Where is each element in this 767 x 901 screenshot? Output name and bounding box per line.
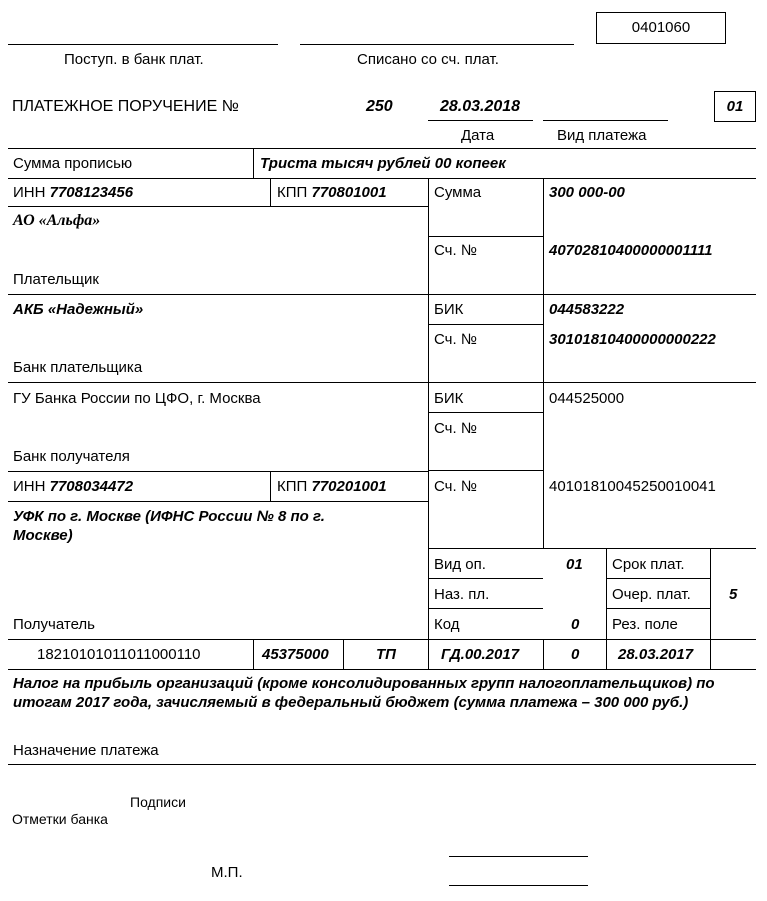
- payee-inn-field: [13, 478, 133, 495]
- doc-number: 0: [571, 646, 580, 663]
- payer-inn: 7708123456: [49, 184, 134, 201]
- payer-bank-bik-label: БИК: [434, 301, 464, 318]
- kod-value: 0: [571, 616, 580, 633]
- payee-inn: 7708034472: [49, 478, 134, 495]
- payee-bank-name: ГУ Банка России по ЦФО, г. Москва: [13, 390, 261, 407]
- payment-purpose: Налог на прибыль организаций (кроме консолидированных групп налогоплательщиков) по итогам 2017 года, зачисляемый в федеральный бюджет (сумма платежа – 300 000 руб.): [13, 675, 715, 711]
- received-label: Поступ. в банк плат.: [64, 51, 204, 68]
- srok-label: Срок плат.: [612, 556, 685, 573]
- tax-period: ГД.00.2017: [441, 646, 520, 663]
- kbk: 18210101011011000110: [37, 646, 201, 663]
- payee-bank-bik-label: БИК: [434, 390, 464, 407]
- payee-label: Получатель: [13, 616, 95, 633]
- document-date: 28.03.2018: [440, 98, 521, 115]
- grid-line: [8, 764, 756, 765]
- grid-line: [8, 178, 756, 179]
- payee-kpp-label: КПП: [277, 478, 308, 495]
- grid-line: [253, 148, 254, 178]
- grid-line: [8, 294, 756, 295]
- grid-line: [343, 639, 344, 669]
- payee-name: УФК по г. Москве (ИФНС России № 8 по г. Москве): [13, 508, 325, 544]
- received-line: [8, 44, 278, 45]
- payer-kpp-label: КПП: [277, 184, 308, 201]
- amount-words-label: Сумма прописью: [13, 155, 133, 172]
- status-code-box: [714, 91, 756, 122]
- grid-line: [8, 148, 756, 149]
- payer-account-label: Сч. №: [434, 242, 477, 259]
- payee-account: 40101810045250010041: [549, 478, 716, 495]
- sum-label: Сумма: [434, 184, 482, 201]
- status-code: 01: [726, 98, 744, 115]
- grid-line: [428, 324, 543, 325]
- payer-bank-label: Банк плательщика: [13, 359, 143, 376]
- grid-line: [8, 206, 428, 207]
- kod-label: Код: [434, 616, 460, 633]
- payer-bank-account-label: Сч. №: [434, 331, 477, 348]
- grid-line: [8, 501, 428, 502]
- payee-inn-label: ИНН: [13, 478, 46, 495]
- document-number: 250: [366, 98, 393, 115]
- grid-line: [8, 669, 756, 670]
- payer-kpp-field: [277, 184, 387, 201]
- payment-basis: ТП: [376, 646, 396, 663]
- rez-label: Рез. поле: [612, 616, 678, 633]
- payer-bank-name: АКБ «Надежный»: [13, 301, 144, 318]
- grid-line: [8, 382, 756, 383]
- signature-line: [449, 885, 588, 886]
- grid-line: [606, 578, 710, 579]
- bank-marks-label: Отметки банка: [12, 811, 108, 827]
- grid-line: [428, 608, 543, 609]
- vid-op-value: 01: [566, 556, 583, 573]
- naz-pl-label: Наз. пл.: [434, 586, 490, 603]
- grid-line: [8, 639, 756, 640]
- amount-words: Триста тысяч рублей 00 копеек: [260, 155, 506, 172]
- doc-date: 28.03.2017: [618, 646, 694, 663]
- date-label: Дата: [461, 127, 495, 144]
- payer-account: 40702810400000001111: [549, 242, 713, 259]
- payee-account-label: Сч. №: [434, 478, 477, 495]
- signatures-label: Подписи: [130, 794, 186, 810]
- payer-bank-bik: 044583222: [549, 301, 625, 318]
- oktmo: 45375000: [262, 646, 329, 663]
- payment-type-line: [543, 120, 668, 121]
- purpose-label: Назначение платежа: [13, 742, 159, 759]
- grid-line: [428, 236, 543, 237]
- payer-kpp: 770801001: [311, 184, 387, 201]
- stamp-label: М.П.: [211, 864, 243, 881]
- grid-line: [270, 178, 271, 206]
- grid-line: [8, 471, 428, 472]
- date-line: [428, 120, 533, 121]
- grid-line: [543, 639, 544, 669]
- payee-kpp: 770201001: [311, 478, 387, 495]
- debited-label: Списано со сч. плат.: [357, 51, 499, 68]
- payer-label: Плательщик: [13, 271, 99, 288]
- signature-line: [449, 856, 588, 857]
- payer-bank-account: 30101810400000000222: [549, 331, 716, 348]
- payee-bank-bik: 044525000: [549, 390, 625, 407]
- payee-bank-label: Банк получателя: [13, 448, 130, 465]
- payee-kpp-field: [277, 478, 387, 495]
- grid-line: [428, 412, 543, 413]
- ocher-value: 5: [729, 586, 738, 603]
- grid-line: [428, 178, 429, 669]
- grid-line: [606, 608, 710, 609]
- grid-line: [428, 470, 543, 471]
- payer-name: АО «Альфа»: [13, 212, 101, 229]
- form-code: 0401060: [631, 19, 691, 36]
- document-title: ПЛАТЕЖНОЕ ПОРУЧЕНИЕ №: [12, 98, 239, 115]
- grid-line: [710, 548, 711, 669]
- grid-line: [428, 548, 756, 549]
- form-code-box: [596, 12, 726, 44]
- vid-op-label: Вид оп.: [434, 556, 486, 573]
- payment-type-label: Вид платежа: [557, 127, 647, 144]
- payee-bank-account-label: Сч. №: [434, 420, 477, 437]
- grid-line: [253, 639, 254, 669]
- payer-inn-field: [13, 184, 133, 201]
- grid-line: [428, 578, 543, 579]
- ocher-label: Очер. плат.: [612, 586, 691, 603]
- payer-inn-label: ИНН: [13, 184, 46, 201]
- debited-line: [300, 44, 574, 45]
- sum-value: 300 000-00: [549, 184, 625, 201]
- grid-line: [543, 178, 544, 548]
- grid-line: [270, 471, 271, 501]
